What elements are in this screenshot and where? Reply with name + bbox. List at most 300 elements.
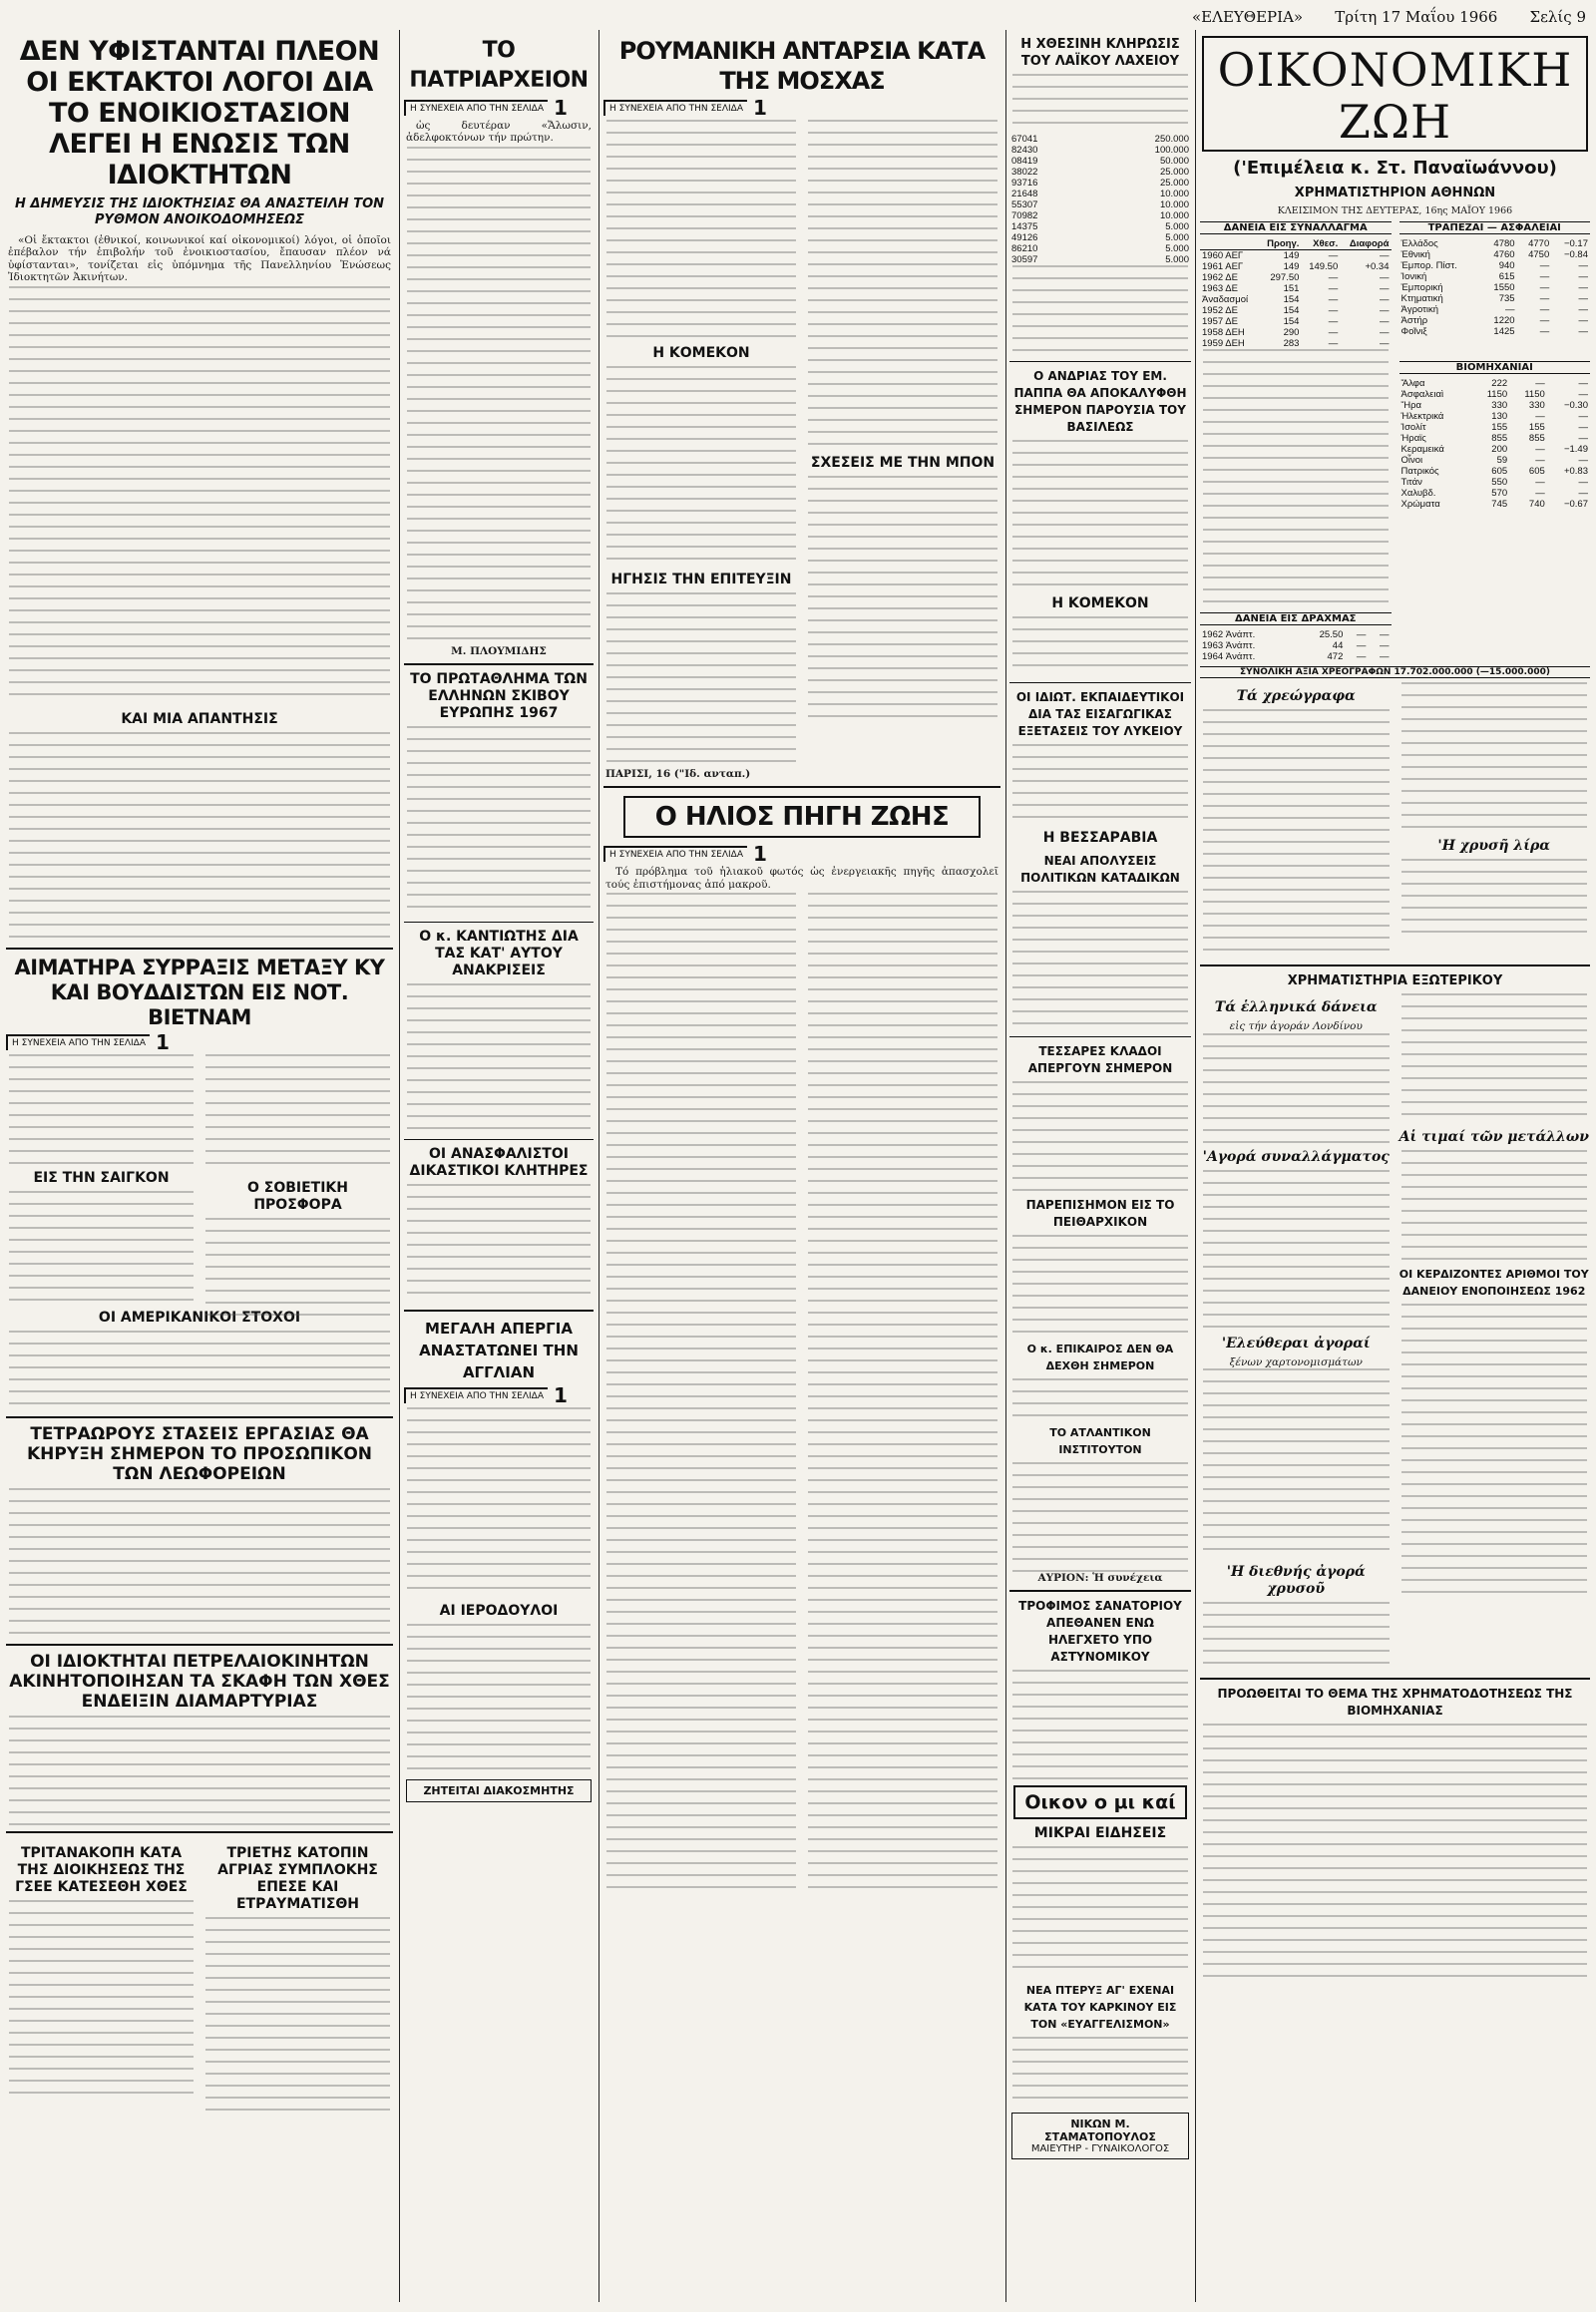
table-cell: 1425 — [1493, 326, 1515, 338]
gsee-headline: ΤΡΙΤΑΝΑΚΟΠΗ ΚΑΤΑ ΤΗΣ ΔΙΟΙΚΗΣΕΩΣ ΤΗΣ ΓΣΕΕ ΚΑΤΕΣΕΘΗ ΧΘΕΣ — [15, 1844, 188, 1895]
table-cell: — — [1578, 422, 1588, 434]
continuation-page: 1 — [752, 96, 767, 120]
dismissals-body — [1009, 891, 1191, 1030]
author-byline: Μ. ΠΛΟΥΜΙΔΗΣ — [451, 644, 547, 657]
table-cell: Πατρικός — [1400, 466, 1439, 478]
table-cell: 100.000 — [1154, 145, 1189, 156]
table-cell: — — [1380, 294, 1390, 306]
divider — [1009, 682, 1191, 683]
table-cell: 30597 — [1011, 254, 1038, 265]
table-cell: 1150 — [1524, 389, 1545, 401]
table-cell: 472 — [1327, 651, 1344, 663]
table-cell: Φοῖνιξ — [1400, 326, 1427, 338]
table-cell: — — [1578, 488, 1588, 500]
continuation-label: Η ΣΥΝΕΧΕΙΑ ΑΠΟ ΤΗΝ ΣΕΛΙΔΑ — [404, 100, 548, 116]
table-cell: — — [1578, 293, 1588, 305]
industry-row — [1399, 400, 1591, 411]
winning-numbers-body — [1398, 1304, 1591, 1603]
table-cell: 86210 — [1011, 243, 1038, 254]
bank-row — [1399, 326, 1591, 337]
table-cell: — — [1578, 433, 1588, 445]
table-cell: Χρώματα — [1400, 499, 1440, 511]
table-cell: — — [1380, 316, 1390, 328]
table-header: Χθεσ. — [1301, 238, 1340, 250]
table-cell: 5.000 — [1165, 243, 1189, 254]
lottery-table — [1009, 134, 1191, 265]
table-cell: 5.000 — [1165, 221, 1189, 232]
table-cell: Ἡραϊς — [1400, 433, 1426, 445]
lead-text — [8, 234, 391, 284]
table-cell: Ἀγροτική — [1400, 304, 1439, 316]
table-cell: — — [1578, 304, 1588, 316]
subhead-saigon: ΕΙΣ ΤΗΝ ΣΑΙΓΚΟΝ — [33, 1169, 170, 1186]
gold-body — [1398, 859, 1591, 939]
expo-body — [404, 726, 594, 916]
uk-strike-body — [404, 1407, 594, 1597]
loan-row — [1200, 294, 1392, 305]
drachma-table — [1200, 629, 1392, 662]
boat-owners-body — [6, 1716, 393, 1825]
table-cell: Ἤρα — [1400, 400, 1422, 412]
table-cell: 1959 ΔΕΗ — [1202, 338, 1245, 350]
divider — [404, 922, 594, 923]
table-cell: 08419 — [1011, 156, 1038, 167]
subhead-reply: ΚΑΙ ΜΙΑ ΑΠΑΝΤΗΣΙΣ — [121, 710, 278, 727]
lead-headline: ΔΕΝ ΥΦΙΣΤΑΝΤΑΙ ΠΛΕΟΝ ΟΙ ΕΚΤΑΚΤΟΙ ΛΟΓΟΙ ΔΙΑ ΤΟ ΕΝΟΙΚΙΟΣΤΑΣΙΟΝ ΛΕΓΕΙ Η ΕΝΩΣΙΣ ΤΩΝ ΙΔΙΟΚΤΗΤΩΝ — [19, 36, 380, 191]
total-value-line: ΣΥΝΟΛΙΚΗ ΑΞΙΑ ΧΡΕΟΓΡΑΦΩΝ 17.702.000.000 (—15.000.000) — [1200, 666, 1590, 678]
table-cell: 1550 — [1493, 282, 1515, 294]
lottery-row — [1009, 178, 1191, 189]
drachma-row — [1200, 651, 1392, 662]
institute-headline: ΤΟ ΑΤΛΑΝΤΙΚΟΝ ΙΝΣΤΙΤΟΥΤΟΝ — [1049, 1426, 1151, 1456]
table-cell: — — [1578, 315, 1588, 327]
continuation-marker — [603, 96, 1000, 120]
lottery-row — [1009, 145, 1191, 156]
continuation-marker — [603, 842, 1000, 867]
table-cell: 4770 — [1528, 238, 1550, 250]
subhead-american-targets: ΟΙ ΑΜΕΡΙΚΑΝΙΚΟΙ ΣΤΟΧΟΙ — [98, 1309, 301, 1326]
continuation-page: 1 — [752, 842, 767, 867]
continuation-label: Η ΣΥΝΕΧΕΙΑ ΑΠΟ ΤΗΝ ΣΕΛΙΔΑ — [603, 846, 747, 862]
foreign-markets-title: ΧΡΗΜΑΤΙΣΤΗΡΙΑ ΕΞΩΤΕΡΙΚΟΥ — [1287, 973, 1503, 989]
table-cell: 855 — [1528, 433, 1545, 445]
loan-row — [1200, 272, 1392, 283]
classified-ad: ΖΗΤΕΙΤΑΙ ΔΙΑΚΟΣΜΗΤΗΣ — [406, 1779, 592, 1802]
table-cell: 4750 — [1528, 249, 1550, 261]
lottery-row — [1009, 254, 1191, 265]
doctor-specialty: ΜΑΙΕΥΤΗΡ - ΓΥΝΑΙΚΟΛΟΓΟΣ — [1030, 2143, 1170, 2155]
pappas-statue-headline: Ο ΑΝΔΡΙΑΣ ΤΟΥ ΕΜ. ΠΑΠΠΑ ΘΑ ΑΠΟΚΑΛΥΦΘΗ ΣΗΜΕΡΟΝ ΠΑΡΟΥΣΙΑ ΤΟΥ ΒΑΣΙΛΕΩΣ — [1013, 369, 1187, 434]
foreign-body-a — [1398, 993, 1591, 1123]
column-2 — [404, 30, 594, 2302]
drachma-row — [1200, 640, 1392, 651]
bank-row — [1399, 304, 1591, 315]
table-cell: — — [1328, 272, 1339, 284]
table-cell: — — [1328, 250, 1339, 262]
table-cell: — — [1539, 271, 1550, 283]
table-cell: Ἰσολίτ — [1400, 422, 1426, 434]
lead-subheadline: Η ΔΗΜΕΥΣΙΣ ΤΗΣ ΙΔΙΟΚΤΗΣΙΑΣ ΘΑ ΑΝΑΣΤΕΙΛΗ ΤΟΝ ΡΥΘΜΟΝ ΑΝΟΙΚΟΔΟΜΗΣΕΩΣ — [14, 196, 385, 227]
table-cell: — — [1380, 651, 1390, 663]
industry-row — [1399, 455, 1591, 466]
table-cell: Τιτάν — [1400, 477, 1422, 489]
economy-credit: ('Επιμέλεια κ. Στ. Παναϊωάννου) — [1233, 158, 1557, 179]
econ-briefs-box — [1013, 1785, 1187, 1819]
reply-article-body — [6, 732, 393, 942]
table-cell: — — [1380, 629, 1390, 641]
industry-row — [1399, 499, 1591, 510]
romania-body — [603, 120, 1000, 768]
table-cell: 855 — [1491, 433, 1508, 445]
patriarchate-paragraph: ὡς δευτέραν «Ἄλωσιν, ἀδελφοκτόνων τήν πρώτην. — [406, 120, 592, 145]
table-cell: 70982 — [1011, 210, 1038, 221]
table-cell: — — [1578, 477, 1588, 489]
cancer-wing-body — [1009, 2037, 1191, 2107]
dismissals-headline: ΝΕΑΙ ΑΠΟΛΥΣΕΙΣ ΠΟΛΙΤΙΚΩΝ ΚΑΤΑΔΙΚΩΝ — [1020, 854, 1180, 885]
table-cell: — — [1578, 378, 1588, 390]
doctor-name: ΝΙΚΩΝ Μ. ΣΤΑΜΑΤΟΠΟΥΛΟΣ — [1044, 2118, 1156, 2144]
divider — [1009, 1036, 1191, 1037]
table-cell: 745 — [1491, 499, 1508, 511]
judges-headline: ΟΙ ΑΝΑΣΦΑΛΙΣΤΟΙ ΔΙΚΑΣΤΙΚΟΙ ΚΛΗΤΗΡΕΣ — [409, 1146, 589, 1180]
subhead-port: ΑΙ ΙΕΡΟΔΟΥΛΟΙ — [439, 1603, 559, 1620]
table-cell: — — [1380, 327, 1390, 339]
table-cell: 151 — [1283, 283, 1300, 295]
table-cell: 1962 Ἀνάπτ. — [1202, 629, 1256, 641]
economy-section — [1200, 30, 1590, 2302]
table-cell: — — [1328, 327, 1339, 339]
gold-head: 'Η χρυσῆ λίρα — [1437, 838, 1551, 855]
bank-row — [1399, 249, 1591, 260]
metals-head: Αἱ τιμαί τῶν μετάλλων — [1398, 1129, 1589, 1146]
loan-row — [1200, 338, 1392, 349]
industry-row — [1399, 389, 1591, 400]
table-cell: Ἀστήρ — [1400, 315, 1428, 327]
table-cell: — — [1578, 411, 1588, 423]
london-market-head: εἰς τήν ἀγοράν Λονδίνου — [1229, 1020, 1363, 1033]
divider — [404, 1139, 594, 1140]
lottery-row — [1009, 167, 1191, 178]
lottery-row — [1009, 232, 1191, 243]
table-cell: −0.67 — [1563, 499, 1588, 511]
continuation-label: Η ΣΥΝΕΧΕΙΑ ΑΠΟ ΤΗΝ ΣΕΛΙΔΑ — [6, 1034, 150, 1050]
table-cell: — — [1539, 326, 1550, 338]
loan-row — [1200, 327, 1392, 338]
table-cell: 44 — [1332, 640, 1344, 652]
table-cell: 154 — [1283, 316, 1300, 328]
table-cell: — — [1535, 455, 1545, 467]
lottery-headline: Η ΧΘΕΣΙΝΗ ΚΛΗΡΩΣΙΣ ΤΟΥ ΛΑΪΚΟΥ ΛΑΧΕΙΟΥ — [1020, 37, 1180, 69]
table-cell: 1150 — [1486, 389, 1508, 401]
table-cell: 1958 ΔΕΗ — [1202, 327, 1245, 339]
industry-finance-headline: ΠΡΟΩΘΕΙΤΑΙ ΤΟ ΘΕΜΑ ΤΗΣ ΧΡΗΜΑΤΟΔΟΤΗΣΕΩΣ ΤΗΣ ΒΙΟΜΗΧΑΝΙΑΣ — [1217, 1687, 1573, 1719]
table-cell: 1952 ΔΕ — [1202, 305, 1238, 317]
column-3 — [603, 30, 1000, 2302]
patriarchate-body — [404, 147, 594, 645]
table-cell: — — [1380, 640, 1390, 652]
bank-row — [1399, 260, 1591, 271]
table-cell: — — [1356, 629, 1367, 641]
bonds-gold — [1200, 682, 1590, 959]
divider — [1009, 361, 1191, 362]
banks-table-title: ΤΡΑΠΕΖΑΙ — ΑΣΦΑΛΕΙΑΙ — [1399, 221, 1591, 234]
subhead-relations: ΣΧΕΣΕΙΣ ΜΕ ΤΗΝ ΜΠΟΝ — [810, 455, 996, 471]
sanatorium-body — [1009, 1670, 1191, 1779]
bus-strike-headline: ΤΕΤΡΑΩΡΟΥΣ ΣΤΑΣΕΙΣ ΕΡΓΑΣΙΑΣ ΘΑ ΚΗΡΥΞΗ ΣΗΜΕΡΟΝ ΤΟ ΠΡΟΣΩΠΙΚΟΝ ΤΩΝ ΛΕΩΦΟΡΕΙΩΝ — [26, 1423, 373, 1484]
table-cell: 82430 — [1011, 145, 1038, 156]
gold-intro — [1398, 682, 1591, 832]
table-cell: Ἄλφα — [1400, 378, 1425, 390]
foreign-notes-body — [1200, 1368, 1393, 1558]
table-cell: +0.34 — [1365, 261, 1390, 273]
table-cell: 149.50 — [1309, 261, 1339, 273]
table-cell: — — [1380, 250, 1390, 262]
table-cell: — — [1535, 488, 1545, 500]
exchange-tables — [1200, 217, 1590, 662]
table-cell: 283 — [1283, 338, 1300, 350]
table-cell: +0.83 — [1563, 466, 1588, 478]
table-header: Διαφορά — [1340, 238, 1391, 250]
exams-headline: ΟΙ ΙΔΙΩΤ. ΕΚΠΑΙΔΕΥΤΙΚΟΙ ΔΙΑ ΤΑΣ ΕΙΣΑΓΩΓΙΚΑΣ ΕΞΕΤΑΣΕΙΣ ΤΟΥ ΛΥΚΕΙΟΥ — [1015, 690, 1185, 738]
loans-table — [1200, 238, 1392, 349]
table-header — [1200, 238, 1259, 250]
greek-loans-head: Τά ἑλληνικά δάνεια — [1214, 999, 1378, 1016]
doctor-ad — [1011, 2113, 1189, 2159]
sun-headline: Ο ΗΛΙΟΣ ΠΗΓΗ ΖΩΗΣ — [654, 802, 950, 833]
economy-title-box — [1202, 36, 1588, 152]
dateline: ΠΑΡΙΣΙ, 16 ("Ιδ. ανταπ.) — [605, 768, 751, 780]
loan-row — [1200, 261, 1392, 272]
targets-article-body — [6, 1331, 393, 1410]
sun-article-body — [603, 893, 1000, 1890]
table-cell: — — [1539, 315, 1550, 327]
free-market-head: 'Ελεύθεραι ἀγοραί — [1221, 1335, 1371, 1351]
expo-headline: ΤΟ ΠΡΩΤΑΘΛΗΜΑ ΤΩΝ ΕΛΛΗΝΩΝ ΣΚΙΒΟΥ ΕΥΡΩΠΗΣ 1967 — [410, 671, 588, 722]
table-cell: — — [1578, 260, 1588, 272]
table-cell: Χαλυβδ. — [1400, 488, 1436, 500]
table-cell: 1962 ΔΕ — [1202, 272, 1238, 284]
table-cell: 25.000 — [1159, 167, 1189, 178]
exchange-title: ΧΡΗΜΑΤΙΣΤΗΡΙΟΝ ΑΘΗΝΩΝ — [1294, 186, 1496, 200]
tomorrow-note: ΑΥΡΙΟΝ: Ἡ συνέχεια — [1037, 1572, 1163, 1584]
table-cell: 14375 — [1011, 221, 1038, 232]
closing-label: ΚΛΕΙΣΙΜΟΝ ΤΗΣ ΔΕΥΤΕΡΑΣ, 16ης ΜΑΪΟΥ 1966 — [1277, 205, 1513, 216]
institute-body — [1009, 1462, 1191, 1572]
continuation-label: Η ΣΥΝΕΧΕΙΑ ΑΠΟ ΤΗΝ ΣΕΛΙΔΑ — [603, 100, 747, 116]
sanatorium-headline: ΤΡΟΦΙΜΟΣ ΣΑΝΑΤΟΡΙΟΥ ΑΠΕΘΑΝΕΝ ΕΝΩ ΗΛΕΓΧΕΤΟ ΥΠΟ ΑΣΤΥΝΟΜΙΚΟΥ — [1018, 1599, 1182, 1665]
bonds-head: Τά χρεώγραφα — [1236, 688, 1356, 705]
table-cell: 154 — [1283, 294, 1300, 306]
continuation-label: Η ΣΥΝΕΧΕΙΑ ΑΠΟ ΤΗΝ ΣΕΛΙΔΑ — [404, 1387, 548, 1403]
bank-row — [1399, 238, 1591, 249]
table-cell: — — [1328, 305, 1339, 317]
foreign-markets — [1200, 993, 1590, 1672]
table-cell: — — [1578, 455, 1588, 467]
table-cell: — — [1380, 338, 1390, 350]
sectors-body — [1009, 1081, 1191, 1191]
table-cell: 1963 ΔΕ — [1202, 283, 1238, 295]
divider — [6, 948, 393, 950]
econ-briefs-subtitle: ΜΙΚΡΑΙ ΕΙΔΗΣΕΙΣ — [1033, 1825, 1167, 1842]
patriarchate-text — [406, 120, 592, 145]
table-cell: — — [1356, 651, 1367, 663]
divider — [1200, 1678, 1590, 1680]
subhead-bessarabia: Η ΒΕΣΣΑΡΑΒΙΑ — [1042, 830, 1158, 846]
greek-loans-body — [1200, 1033, 1393, 1143]
table-cell: 25.000 — [1159, 178, 1189, 189]
table-cell: 550 — [1491, 477, 1508, 489]
table-cell: 330 — [1528, 400, 1545, 412]
table-cell: 222 — [1491, 378, 1508, 390]
table-cell: — — [1328, 294, 1339, 306]
table-cell: 570 — [1491, 488, 1508, 500]
column-1 — [6, 30, 393, 2302]
divider — [6, 1831, 393, 1833]
economy-title: ΟΙΚΟΝΟΜΙΚΗ ΖΩΗ — [1217, 43, 1573, 149]
loan-row — [1200, 250, 1392, 262]
table-cell: — — [1539, 260, 1550, 272]
industry-row — [1399, 444, 1591, 455]
table-cell: 130 — [1491, 411, 1508, 423]
table-cell: 154 — [1283, 305, 1300, 317]
continuation-marker — [404, 96, 594, 120]
table-cell: 4760 — [1493, 249, 1515, 261]
exams-body — [1009, 744, 1191, 824]
bank-row — [1399, 293, 1591, 304]
cantiotis-headline: Ο κ. ΚΑΝΤΙΩΤΗΣ ΔΙΑ ΤΑΣ ΚΑΤ' ΑΥΤΟΥ ΑΝΑΚΡΙΣΕΙΣ — [419, 929, 579, 979]
table-cell: Ἀσφαλειαὶ — [1400, 389, 1444, 401]
bottom-stories — [6, 1839, 393, 2117]
table-cell: — — [1539, 282, 1550, 294]
lottery-row — [1009, 243, 1191, 254]
table-cell: — — [1535, 477, 1545, 489]
table-cell: — — [1578, 326, 1588, 338]
industry-row — [1399, 433, 1591, 444]
uk-strike-headline: ΜΕΓΑΛΗ ΑΠΕΡΓΙΑ ΑΝΑΣΤΑΤΩΝΕΙ ΤΗΝ ΑΓΓΛΙΑΝ — [419, 1320, 579, 1382]
pappas-body — [1009, 440, 1191, 589]
table-cell: — — [1380, 305, 1390, 317]
table-cell: 50.000 — [1159, 156, 1189, 167]
table-cell: 1960 ΑΕΓ — [1202, 250, 1244, 262]
table-cell: 1963 Ἀνάπτ. — [1202, 640, 1256, 652]
continuation-marker — [6, 1029, 393, 1054]
industry-row — [1399, 378, 1591, 389]
lottery-row — [1009, 199, 1191, 210]
industry-row — [1399, 466, 1591, 477]
table-cell: 67041 — [1011, 134, 1038, 145]
issue-date: Τρίτη 17 Μαΐου 1966 — [1335, 8, 1498, 26]
table-cell: 25.50 — [1319, 629, 1344, 641]
table-cell: 330 — [1491, 400, 1508, 412]
table-cell: 55307 — [1011, 199, 1038, 210]
table-cell: 940 — [1498, 260, 1515, 272]
fight-headline: ΤΡΙΕΤΗΣ ΚΑΤΟΠΙΝ ΑΓΡΙΑΣ ΣΥΜΠΛΟΚΗΣ ΕΠΕΣΕ ΚΑΙ ΕΤΡΑΥΜΑΤΙΣΘΗ — [217, 1844, 378, 1912]
table-cell: 605 — [1491, 466, 1508, 478]
column-rule — [1005, 30, 1006, 2302]
divider — [1200, 964, 1590, 966]
table-cell: 1957 ΔΕ — [1202, 316, 1238, 328]
bonds-body — [1200, 709, 1393, 959]
forex-body — [1200, 1170, 1393, 1330]
table-cell: Ἐμπορ. Πίστ. — [1400, 260, 1457, 272]
table-cell: 1220 — [1493, 315, 1515, 327]
table-cell: 5.000 — [1165, 232, 1189, 243]
banks-table — [1399, 238, 1591, 337]
table-cell: 155 — [1491, 422, 1508, 434]
table-cell: 155 — [1528, 422, 1545, 434]
drachma-table-title: ΔΑΝΕΙΑ ΕΙΣ ΔΡΑΧΜΑΣ — [1200, 612, 1392, 625]
table-cell: 297.50 — [1270, 272, 1300, 284]
sun-text — [605, 866, 998, 891]
winning-numbers-head: ΟΙ ΚΕΡΔΙΖΟΝΤΕΣ ΑΡΙΘΜΟΙ ΤΟΥ ΔΑΝΕΙΟΥ ΕΝΟΠΟΙΗΣΕΩΣ 1962 — [1398, 1268, 1589, 1299]
table-header: Προηγ. — [1259, 238, 1302, 250]
sectors-strike-headline: ΤΕΣΣΑΡΕΣ ΚΛΑΔΟΙ ΑΠΕΡΓΟΥΝ ΣΗΜΕΡΟΝ — [1027, 1044, 1173, 1075]
industry-table — [1399, 378, 1591, 510]
table-cell: 740 — [1528, 499, 1545, 511]
table-cell: Κτηματική — [1400, 293, 1443, 305]
table-cell: — — [1356, 640, 1367, 652]
table-cell: — — [1578, 282, 1588, 294]
table-cell: 49126 — [1011, 232, 1038, 243]
lottery-row — [1009, 156, 1191, 167]
loan-row — [1200, 305, 1392, 316]
lottery-notes — [1009, 265, 1191, 355]
bank-row — [1399, 315, 1591, 326]
table-cell: — — [1505, 304, 1515, 316]
table-cell: — — [1328, 283, 1339, 295]
foreign-notes-head: ξένων χαρτονομισμάτων — [1229, 1355, 1363, 1368]
table-cell: 1964 Ἀνάπτ. — [1202, 651, 1256, 663]
industry-finance-body — [1200, 1724, 1590, 1983]
masthead — [1192, 6, 1586, 28]
subhead-komekon: Η ΚΟΜΕΚΟΝ — [1051, 595, 1149, 611]
bank-row — [1399, 271, 1591, 282]
table-cell: — — [1535, 378, 1545, 390]
page-number: Σελίς 9 — [1529, 8, 1586, 26]
table-cell: 290 — [1283, 327, 1300, 339]
table-cell: −0.17 — [1563, 238, 1588, 250]
table-cell: 5.000 — [1165, 254, 1189, 265]
continuation-marker — [404, 1383, 594, 1408]
gold-intl-head: 'Η διεθνής ἀγορά χρυσοῦ — [1226, 1564, 1366, 1598]
table-cell: 250.000 — [1154, 134, 1189, 145]
table-cell: 10.000 — [1159, 210, 1189, 221]
table-cell: — — [1535, 411, 1545, 423]
warning-body — [1009, 1235, 1191, 1335]
no-session-headline: Ο κ. ΕΠΙΚΑΙΡΟΣ ΔΕΝ ΘΑ ΔΕΧΘΗ ΣΗΜΕΡΟΝ — [1026, 1343, 1174, 1372]
table-cell: — — [1328, 338, 1339, 350]
boat-owners-headline: ΟΙ ΙΔΙΟΚΤΗΤΑΙ ΠΕΤΡΕΛΑΙΟΚΙΝΗΤΩΝ ΑΚΙΝΗΤΟΠΟΙΗΣΑΝ ΤΑ ΣΚΑΦΗ ΤΩΝ ΧΘΕΣ ΕΝΔΕΙΞΙΝ ΔΙΑΜΑΡΤΥΡΙΑΣ — [9, 1651, 390, 1712]
divider — [404, 663, 594, 665]
table-cell: — — [1539, 293, 1550, 305]
table-cell: 149 — [1283, 261, 1300, 273]
table-cell: 10.000 — [1159, 199, 1189, 210]
table-cell: 1961 ΑΕΓ — [1202, 261, 1244, 273]
continuation-page: 1 — [553, 96, 568, 120]
divider — [404, 1310, 594, 1312]
table-cell: 21648 — [1011, 189, 1038, 199]
table-cell: — — [1578, 271, 1588, 283]
table-cell: Ἀναδασμοί — [1202, 294, 1249, 306]
table-cell: 149 — [1283, 250, 1300, 262]
table-cell: 615 — [1498, 271, 1515, 283]
divider — [1009, 1590, 1191, 1592]
lottery-row — [1009, 221, 1191, 232]
column-rule — [1195, 30, 1196, 2302]
table-cell: −0.30 — [1563, 400, 1588, 412]
column-rule — [598, 30, 599, 2302]
banks-column — [1399, 217, 1591, 662]
